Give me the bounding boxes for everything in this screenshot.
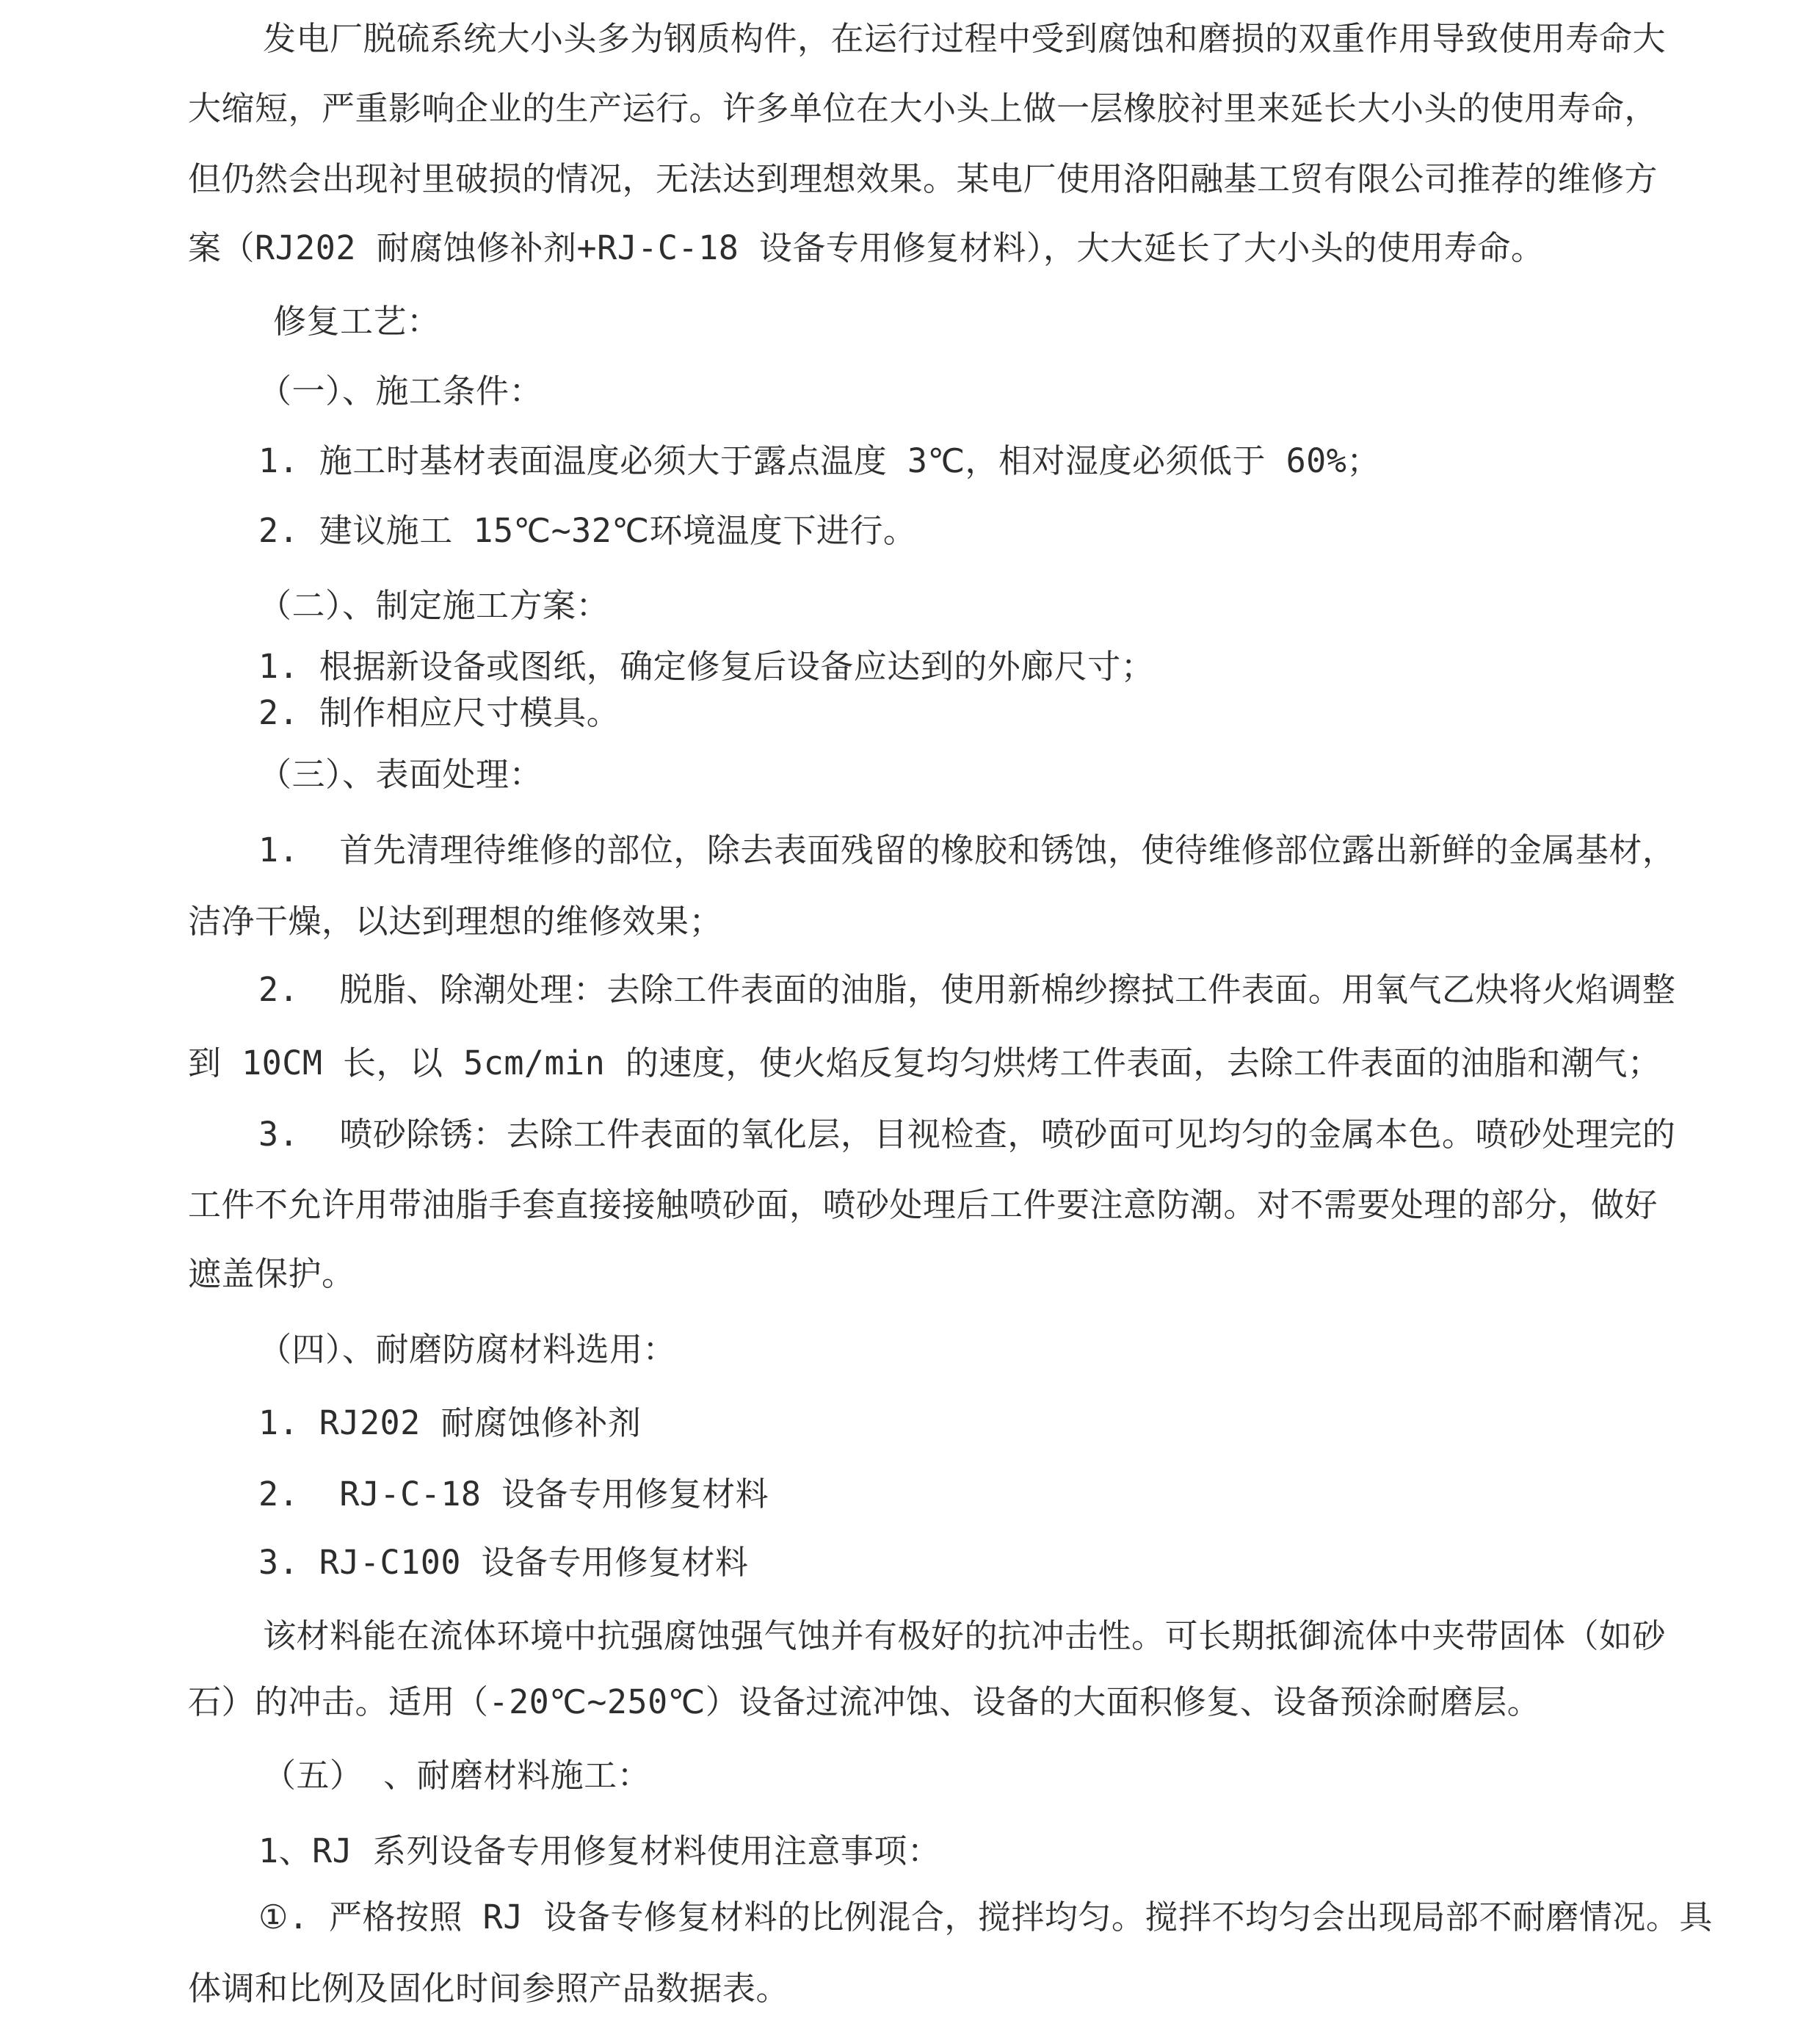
text-line: 2. 制作相应尺寸模具。 [258, 693, 620, 732]
text-line: 该材料能在流体环境中抗强腐蚀强气蚀并有极好的抗冲击性。可长期抵御流体中夹带固体（如砂 [263, 1616, 1667, 1655]
text-line: 案（RJ202 耐腐蚀修补剂+RJ-C-18 设备专用修复材料），大大延长了大小头的使用寿命。 [188, 228, 1545, 267]
heading-line: （三）、表面处理： [258, 755, 543, 794]
text-line: 工件不允许用带油脂手套直接接触喷砂面，喷砂处理后工件要注意防潮。对不需要处理的部分，做好 [188, 1185, 1658, 1224]
text-line: 3. RJ-C100 设备专用修复材料 [258, 1543, 749, 1582]
text-line: 2. 脱脂、除潮处理：去除工件表面的油脂，使用新棉纱擦拭工件表面。用氧气乙炔将火焰调整 [258, 970, 1676, 1009]
text-line: 2. 建议施工 15℃~32℃环境温度下进行。 [258, 511, 917, 550]
heading-line: （二）、制定施工方案： [258, 586, 610, 625]
heading-line: 修复工艺： [273, 302, 441, 341]
text-line: 2. RJ-C-18 设备专用修复材料 [258, 1475, 769, 1514]
text-line: 大缩短，严重影响企业的生产运行。许多单位在大小头上做一层橡胶衬里来延长大小头的使用寿命， [188, 89, 1658, 128]
text-line: 发电厂脱硫系统大小头多为钢质构件，在运行过程中受到腐蚀和磨损的双重作用导致使用寿命大 [263, 19, 1667, 58]
heading-line: （四）、耐磨防腐材料选用： [258, 1330, 677, 1369]
text-line: 1. 根据新设备或图纸，确定修复后设备应达到的外廊尺寸； [258, 647, 1155, 686]
text-line: 1. RJ202 耐腐蚀修补剂 [258, 1403, 642, 1442]
text-line: 1. 首先清理待维修的部位，除去表面残留的橡胶和锈蚀，使待维修部位露出新鲜的金属基材， [258, 831, 1676, 869]
text-line: 体调和比例及固化时间参照产品数据表。 [188, 1969, 790, 2008]
text-line: 但仍然会出现衬里破损的情况，无法达到理想效果。某电厂使用洛阳融基工贸有限公司推荐的维修方 [188, 159, 1658, 198]
heading-line: 1、RJ 系列设备专用修复材料使用注意事项： [258, 1831, 941, 1870]
heading-line: （一）、施工条件： [258, 372, 543, 411]
text-line: 石）的冲击。适用（-20℃~250℃）设备过流冲蚀、设备的大面积修复、设备预涂耐磨层。 [188, 1682, 1541, 1721]
text-line: 遮盖保护。 [188, 1254, 355, 1293]
text-line: 到 10CM 长，以 5cm/min 的速度，使火焰反复均匀烘烤工件表面，去除工件表面的油脂和潮气； [188, 1044, 1661, 1082]
text-line: 3. 喷砂除锈：去除工件表面的氧化层，目视检查，喷砂面可见均匀的金属本色。喷砂处理完的 [258, 1115, 1676, 1154]
text-line: 1. 施工时基材表面温度必须大于露点温度 3℃，相对湿度必须低于 60%； [258, 441, 1380, 480]
text-line: ①. 严格按照 RJ 设备专修复材料的比例混合，搅拌均匀。搅拌不均匀会出现局部不耐磨情况。具 [258, 1898, 1713, 1936]
text-line: 洁净干燥，以达到理想的维修效果； [188, 902, 723, 941]
heading-line: （五） 、耐磨材料施工： [263, 1756, 651, 1795]
